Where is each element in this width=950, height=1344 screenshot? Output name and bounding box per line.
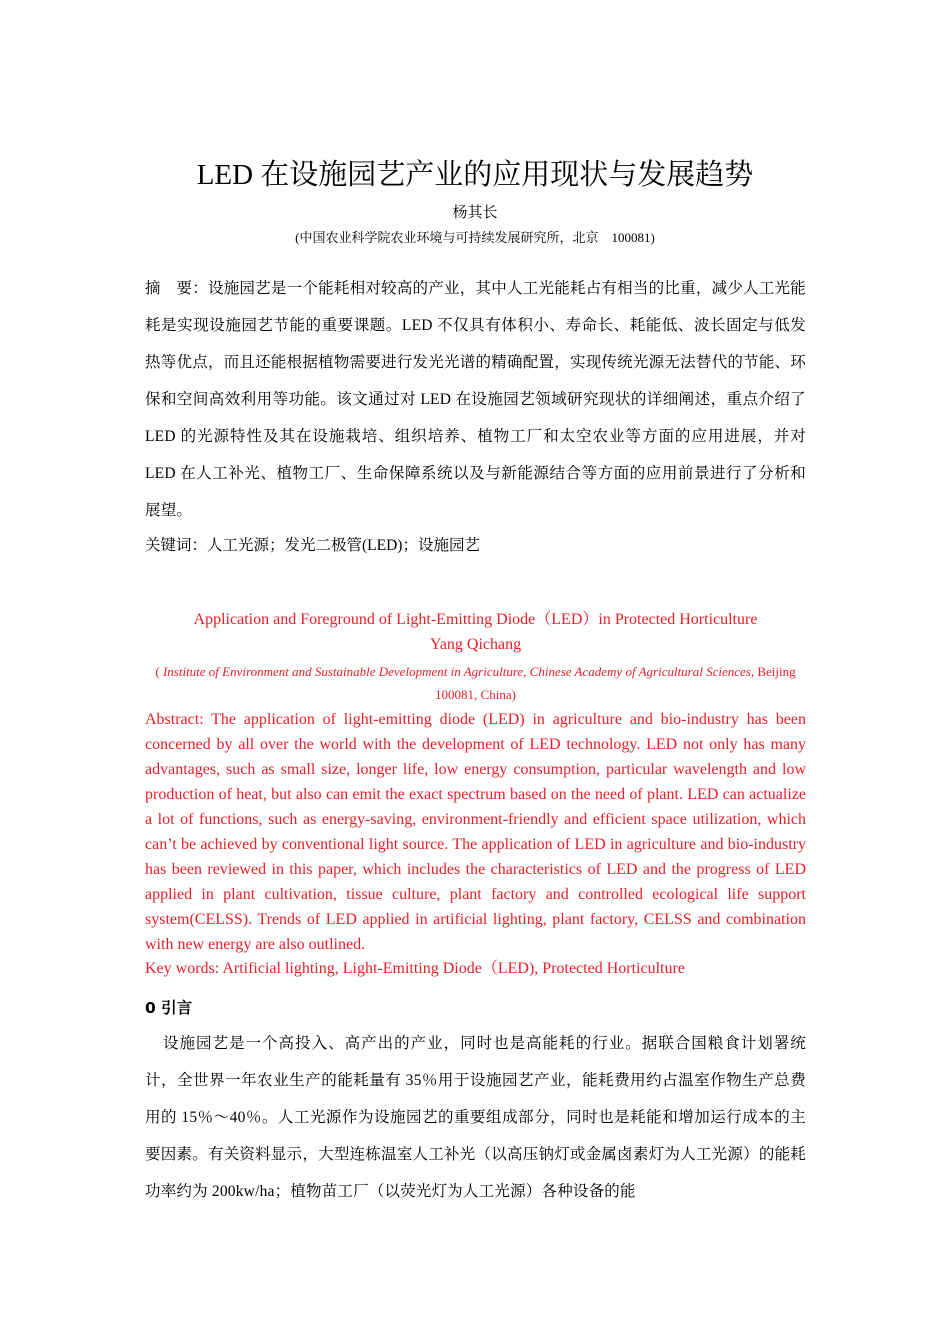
paper-title-cn: LED 在设施园艺产业的应用现状与发展趋势 xyxy=(196,159,754,191)
keywords-cn: 关键词：人工光源；发光二极管(LED)；设施园艺 xyxy=(145,537,480,554)
keywords-en: Key words: Artificial lighting, Light-Emitting Diode（LED), Protected Horticulture xyxy=(145,960,685,977)
author-name-cn: 杨其长 xyxy=(452,205,498,221)
section-heading-introduction: 0 引言 xyxy=(145,999,193,1017)
affiliation-cn: (中国农业科学院农业环境与可持续发展研究所，北京 100081) xyxy=(295,230,655,245)
affiliation-en xyxy=(145,660,806,706)
affiliation-en-institute: Institute of Environment and Sustainable Development in Agriculture, Chinese Academy of Agricultural Sciences xyxy=(162,664,751,679)
introduction-paragraph: 设施园艺是一个高投入、高产出的产业，同时也是高能耗的行业。据联合国粮食计划署统计，全世界一年农业生产的能耗量有 35％用于设施园艺产业，能耗费用约占温室作物生产总费用的 15％～40％。人工光源作为设施园艺的重要组成部分，同时也是耗能和增加运行成本的主要因素。有关资料显示，大型连栋温室人工补光（以高压钠灯或金属卤素灯为人工光源）的能耗功率约为 200kw/ha；植物苗工厂（以荧光灯为人工光源）各种设备的能 xyxy=(145,1035,806,1200)
author-name-en: Yang Qichang xyxy=(429,636,522,653)
affiliation-en-location: , Beijing 100081, China) xyxy=(435,664,796,702)
paper-title-en: Application and Foreground of Light-Emitting Diode（LED）in Protected Horticulture xyxy=(193,611,758,628)
abstract-en: Abstract: The application of light-emitting diode (LED) in agriculture and bio-industry has been concerned by all over the world with the development of LED technology. LED not only has many advantages, such as small size, longer life, low energy consumption, particular wavelength and low production of heat, but also can emit the exact spectrum based on the need of plant. LED can actualize a lot of functions, such as energy-saving, environment-friendly and efficient space utilization, which can’t be achieved by conventional light source. The application of LED in agriculture and bio-industry has been reviewed in this paper, which includes the characteristics of LED and the progress of LED applied in plant cultivation, tissue culture, plant factory and controlled ecological life support system(CELSS). Trends of LED applied in artificial lighting, plant factory, CELSS and combination with new energy are also outlined. xyxy=(145,711,806,953)
abstract-cn: 摘 要：设施园艺是一个能耗相对较高的产业，其中人工光能耗占有相当的比重，减少人工光能耗是实现设施园艺节能的重要课题。LED 不仅具有体积小、寿命长、耗能低、波长固定与低发热等优点，而且还能根据植物需要进行发光光谱的精确配置，实现传统光源无法替代的节能、环保和空间高效利用等功能。该文通过对 LED 在设施园艺领域研究现状的详细阐述，重点介绍了 LED 的光源特性及其在设施栽培、组织培养、植物工厂和太空农业等方面的应用进展，并对 LED 在人工补光、植物工厂、生命保障系统以及与新能源结合等方面的应用前景进行了分析和展望。 xyxy=(145,280,806,519)
affiliation-en-open: ( xyxy=(155,664,163,679)
